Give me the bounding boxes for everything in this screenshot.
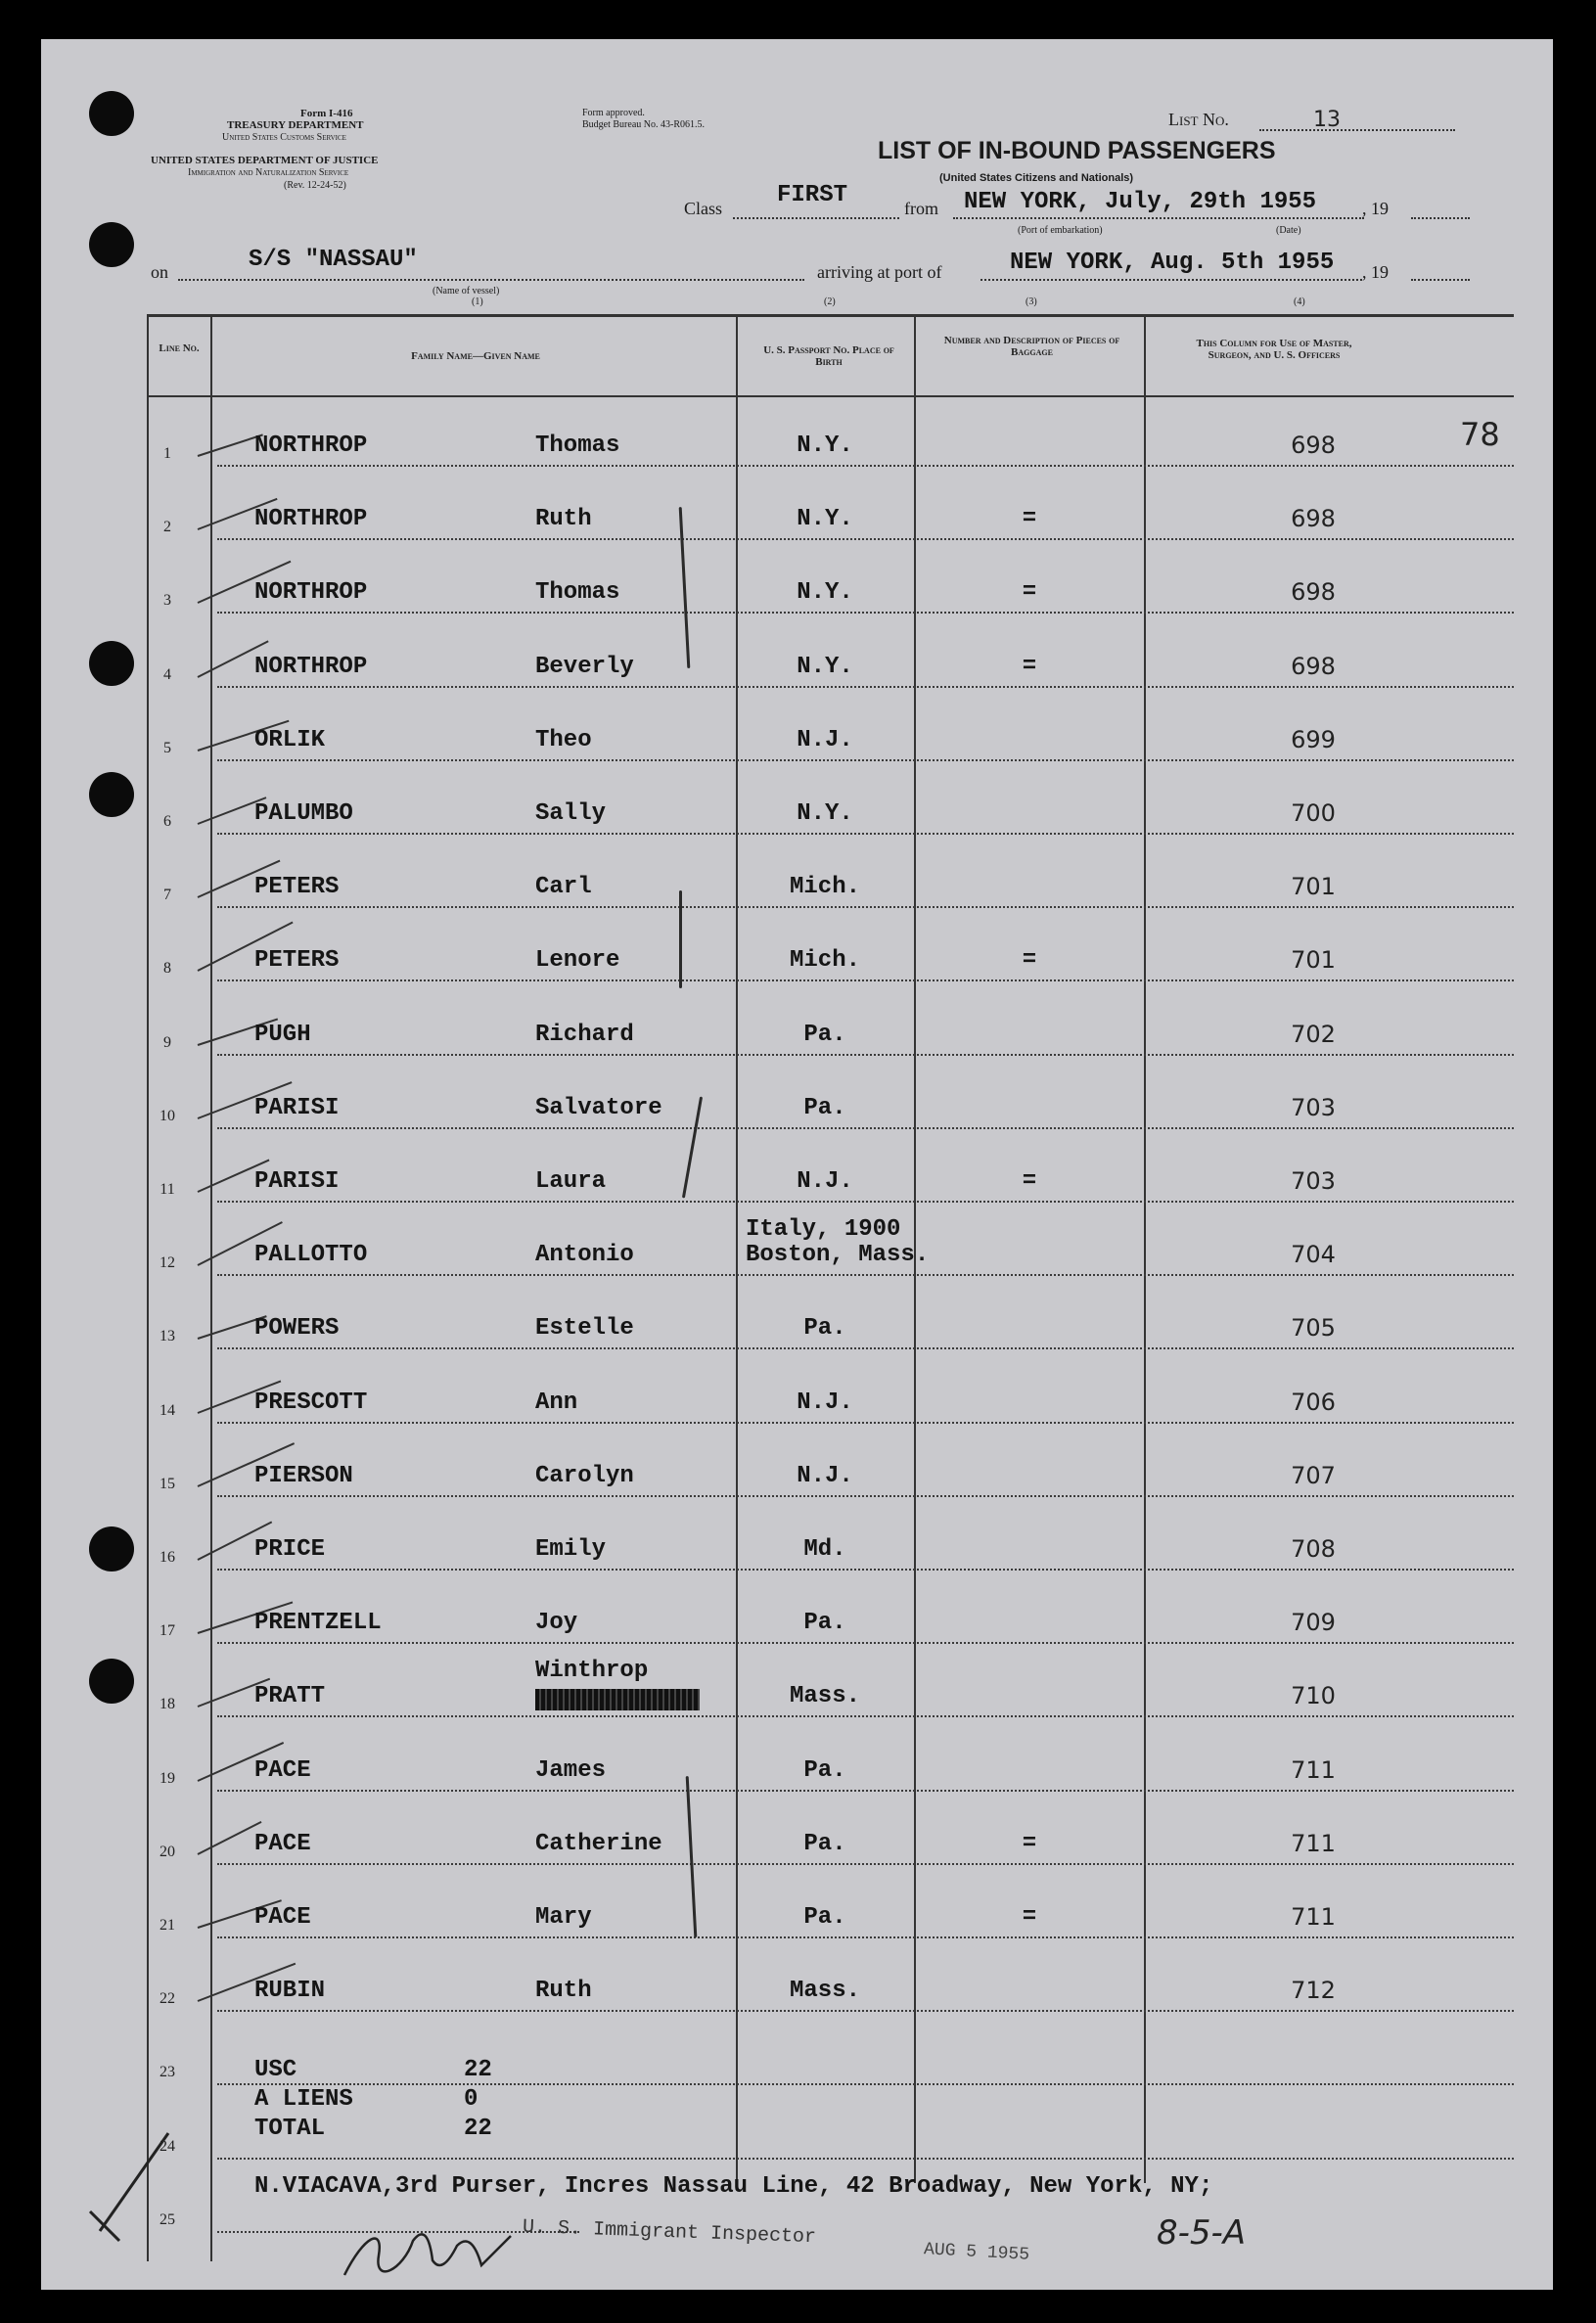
birth-place: Pa. (803, 1021, 846, 1048)
form-number: Form I-416 (300, 108, 353, 119)
officer-number: 711 (1291, 1903, 1336, 1931)
row-line-number: 18 (160, 1696, 175, 1713)
family-name: NORTHROP (254, 653, 368, 680)
baggage-mark: = (1022, 653, 1037, 680)
birth-place: N.Y. (797, 800, 853, 827)
family-name: PUGH (254, 1021, 311, 1048)
officer-number: 707 (1291, 1461, 1336, 1489)
given-name: Beverly (535, 653, 634, 680)
officer-number: 698 (1291, 578, 1336, 607)
header-name: Family Name—Given Name (411, 350, 540, 362)
col4-num: (4) (1294, 296, 1305, 307)
officer-number: 706 (1291, 1388, 1336, 1416)
baggage-mark: = (1022, 1830, 1037, 1857)
officer-number: 711 (1291, 1829, 1336, 1857)
row-line-number: 9 (163, 1033, 171, 1051)
birth-place: Pa. (803, 1610, 846, 1637)
family-name: PRICE (254, 1536, 326, 1563)
birth-place: Pa. (803, 1094, 846, 1121)
birth-place: Mass. (789, 1978, 860, 2005)
col3-num: (3) (1026, 296, 1037, 307)
given-name-above: Winthrop (535, 1658, 649, 1685)
header-line-no: Line No. (159, 342, 200, 354)
total-usc-label: USC (254, 2057, 297, 2083)
birth-place: Boston, Mass. (746, 1242, 930, 1269)
row-divider (217, 686, 1514, 688)
stamp-date: AUG 5 1955 (923, 2240, 1030, 2265)
family-name: NORTHROP (254, 506, 368, 533)
row-line-number: 13 (160, 1328, 175, 1345)
family-name: PETERS (254, 874, 340, 901)
budget-bureau: Budget Bureau No. 43-R061.5. (582, 119, 705, 130)
row-divider (217, 612, 1514, 614)
page-title: LIST OF IN-BOUND PASSENGERS (878, 137, 1276, 164)
family-name: PALUMBO (254, 800, 353, 827)
row-line-number: 5 (163, 739, 171, 756)
signature-scribble (335, 2216, 540, 2285)
row-line-number: 1 (163, 445, 171, 462)
row-divider (217, 906, 1514, 908)
list-number: 13 (1313, 108, 1341, 132)
row-divider (217, 1790, 1514, 1792)
year-suffix: , 19 (1362, 199, 1389, 218)
punch-hole (89, 641, 134, 686)
birth-place: Md. (803, 1536, 846, 1563)
family-name: PRENTZELL (254, 1610, 382, 1637)
officer-number: 705 (1291, 1314, 1336, 1343)
row-line-number: 15 (160, 1475, 175, 1492)
row-divider (217, 1201, 1514, 1203)
given-name: Estelle (535, 1315, 634, 1343)
row-divider (217, 759, 1514, 761)
birth-place: N.Y. (797, 653, 853, 680)
date-caption: (Date) (1276, 225, 1301, 236)
officer-number: 699 (1291, 725, 1336, 753)
purser-line: N.VIACAVA,3rd Purser, Incres Nassau Line, 42 Broadway, New York, NY; (254, 2173, 1213, 2200)
officer-number: 702 (1291, 1020, 1336, 1048)
given-name: Joy (535, 1610, 578, 1637)
family-name: PACE (254, 1830, 311, 1857)
family-name: NORTHROP (254, 579, 368, 607)
list-label: List No. (1168, 110, 1229, 129)
from-value: NEW YORK, July, 29th 1955 (964, 189, 1317, 215)
total-aliens-value: 0 (464, 2086, 479, 2113)
row-line-number: 14 (160, 1401, 175, 1419)
baggage-mark: = (1022, 947, 1037, 975)
vessel-caption-num: (1) (472, 296, 483, 307)
officer-number: 700 (1291, 799, 1336, 827)
birth-place: Pa. (803, 1904, 846, 1931)
row-divider (217, 538, 1514, 540)
arriving-label: arriving at port of (817, 262, 942, 282)
row-line-number: 6 (163, 813, 171, 830)
officer-number: 703 (1291, 1093, 1336, 1121)
row-divider (217, 1495, 1514, 1497)
row-divider (217, 465, 1514, 467)
row-divider (217, 1715, 1514, 1717)
given-name: Richard (535, 1021, 634, 1048)
row-line-number: 21 (160, 1917, 175, 1934)
embark-caption: (Port of embarkation) (1018, 225, 1103, 236)
officer-number: 704 (1291, 1241, 1336, 1269)
justice-dept: UNITED STATES DEPARTMENT OF JUSTICE (151, 155, 379, 166)
row-line-number: 24 (160, 2137, 175, 2155)
row-line-number: 10 (160, 1107, 175, 1124)
given-name: Carolyn (535, 1462, 634, 1489)
total-value: 22 (464, 2116, 492, 2142)
birth-place-line1: Italy, 1900 (746, 1216, 901, 1244)
header-baggage: Number and Description of Pieces of Baggage (943, 335, 1120, 358)
birth-place: Mich. (789, 874, 860, 901)
officer-number: 698 (1291, 652, 1336, 680)
row-divider (217, 1127, 1514, 1129)
given-name: Ruth (535, 1978, 592, 2005)
family-name: PRESCOTT (254, 1389, 368, 1416)
page-subtitle: (United States Citizens and Nationals) (939, 172, 1134, 184)
customs-service: United States Customs Service (222, 132, 346, 143)
row-line-number: 12 (160, 1254, 175, 1272)
revision: (Rev. 12-24-52) (284, 180, 346, 191)
check-mark (198, 1821, 262, 1855)
page-mark: 78 (1460, 416, 1500, 453)
row-divider (217, 1422, 1514, 1424)
margin-mark (80, 2114, 198, 2251)
family-name: PETERS (254, 947, 340, 975)
officer-number: 709 (1291, 1609, 1336, 1637)
total-aliens-label: A LIENS (254, 2086, 353, 2113)
officer-number: 710 (1291, 1682, 1336, 1710)
ins-service: Immigration and Naturalization Service (188, 167, 349, 178)
punch-hole (89, 91, 134, 136)
officer-number: 701 (1291, 873, 1336, 901)
given-name: Mary (535, 1904, 592, 1931)
birth-place: N.J. (797, 726, 853, 753)
row-divider (217, 2158, 1514, 2160)
class-value: FIRST (777, 182, 848, 208)
class-label: Class (684, 199, 723, 218)
birth-place: N.J. (797, 1389, 853, 1416)
officer-number: 701 (1291, 946, 1336, 975)
family-name: PACE (254, 1756, 311, 1784)
family-name: ORLIK (254, 726, 326, 753)
row-divider (217, 1569, 1514, 1571)
birth-place: N.J. (797, 1462, 853, 1489)
row-divider (217, 1274, 1514, 1276)
row-divider (217, 2083, 1514, 2085)
given-name: Lenore (535, 947, 620, 975)
family-name: RUBIN (254, 1978, 326, 2005)
baggage-mark: = (1022, 506, 1037, 533)
given-name: Catherine (535, 1830, 662, 1857)
total-label: TOTAL (254, 2116, 326, 2142)
birth-place: N.Y. (797, 579, 853, 607)
row-line-number: 16 (160, 1549, 175, 1566)
form-approved: Form approved. (582, 108, 645, 118)
given-name: James (535, 1756, 607, 1784)
given-name: Theo (535, 726, 592, 753)
treasury-dept: TREASURY DEPARTMENT (227, 119, 364, 131)
header-officers: This Column for Use of Master, Surgeon, and U. S. Officers (1196, 338, 1352, 361)
officer-number: 711 (1291, 1755, 1336, 1784)
row-divider (217, 1863, 1514, 1865)
birth-place: N.Y. (797, 506, 853, 533)
officer-number: 712 (1291, 1977, 1336, 2005)
row-line-number: 25 (160, 2210, 175, 2228)
vessel-name: S/S "NASSAU" (249, 247, 418, 273)
total-usc-value: 22 (464, 2057, 492, 2083)
row-divider (217, 1936, 1514, 1938)
row-divider (217, 833, 1514, 835)
from-label: from (904, 199, 938, 218)
family-name: PACE (254, 1904, 311, 1931)
on-label: on (151, 262, 168, 282)
birth-place: Mass. (789, 1683, 860, 1710)
given-name: Antonio (535, 1242, 634, 1269)
family-name: NORTHROP (254, 433, 368, 459)
given-name: Carl (535, 874, 592, 901)
baggage-mark: = (1022, 1904, 1037, 1931)
family-name: PIERSON (254, 1462, 353, 1489)
row-line-number: 4 (163, 665, 171, 683)
officer-number: 698 (1291, 505, 1336, 533)
vessel-caption: (Name of vessel) (433, 286, 500, 296)
redacted-text (535, 1689, 700, 1710)
family-name: PALLOTTO (254, 1242, 368, 1269)
row-line-number: 17 (160, 1622, 175, 1640)
given-name: Laura (535, 1168, 607, 1195)
family-name: PRATT (254, 1683, 326, 1710)
header-passport: U. S. Passport No. Place of Birth (763, 344, 894, 368)
row-line-number: 11 (160, 1181, 175, 1198)
row-line-number: 19 (160, 1769, 175, 1787)
given-name: Thomas (535, 579, 620, 607)
row-line-number: 20 (160, 1843, 175, 1860)
baggage-mark: = (1022, 1168, 1037, 1195)
given-name: Sally (535, 800, 607, 827)
row-line-number: 3 (163, 592, 171, 610)
punch-hole (89, 1659, 134, 1704)
row-divider (217, 1054, 1514, 1056)
punch-hole (89, 222, 134, 267)
birth-place: Pa. (803, 1315, 846, 1343)
birth-place: Pa. (803, 1756, 846, 1784)
arrival-value: NEW YORK, Aug. 5th 1955 (1010, 250, 1335, 276)
row-divider (217, 979, 1514, 981)
row-line-number: 23 (160, 2064, 175, 2081)
given-name: Salvatore (535, 1094, 662, 1121)
punch-hole (89, 1526, 134, 1571)
row-divider (217, 2010, 1514, 2012)
year-suffix-2: , 19 (1362, 262, 1389, 282)
baggage-mark: = (1022, 579, 1037, 607)
given-name: Ruth (535, 506, 592, 533)
family-name: PARISI (254, 1094, 340, 1121)
given-name: Thomas (535, 433, 620, 459)
birth-place: N.Y. (797, 433, 853, 459)
row-divider (217, 1642, 1514, 1644)
given-name: Ann (535, 1389, 578, 1416)
birth-place: Mich. (789, 947, 860, 975)
officer-number: 698 (1291, 432, 1336, 459)
given-name: Emily (535, 1536, 607, 1563)
check-mark (198, 433, 263, 457)
row-line-number: 7 (163, 887, 171, 904)
family-name: POWERS (254, 1315, 340, 1343)
inspector-label: U. S. Immigrant Inspector (522, 2215, 817, 2250)
inspector-initials: 8-5-A (1157, 2213, 1247, 2253)
birth-place: N.J. (797, 1168, 853, 1195)
col2-num: (2) (824, 296, 836, 307)
birth-place: Pa. (803, 1830, 846, 1857)
officer-number: 703 (1291, 1167, 1336, 1195)
family-name: PARISI (254, 1168, 340, 1195)
row-divider (217, 1347, 1514, 1349)
row-line-number: 2 (163, 519, 171, 536)
manifest-page (41, 39, 1553, 2290)
row-line-number: 8 (163, 960, 171, 978)
punch-hole (89, 772, 134, 817)
officer-number: 708 (1291, 1535, 1336, 1563)
row-line-number: 22 (160, 1990, 175, 2008)
